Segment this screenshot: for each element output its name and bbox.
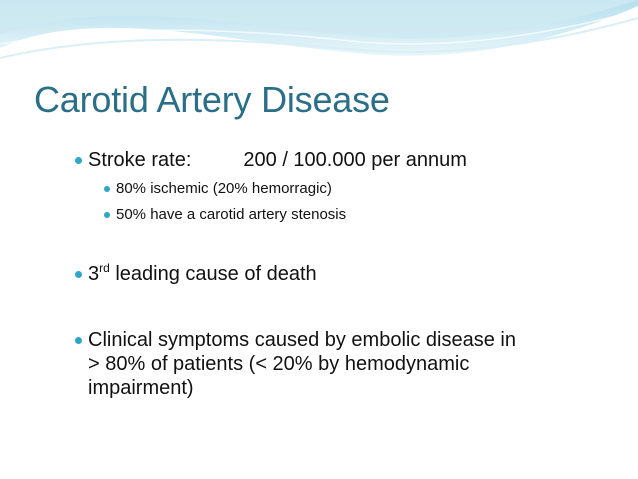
- clinical-line-1: Clinical symptoms caused by embolic disease in: [88, 329, 516, 351]
- bullet-clinical-symptoms: [88, 328, 516, 400]
- stroke-rate-value: 200 / 100.000 per annum: [243, 149, 467, 171]
- bullet-icon: [75, 157, 82, 164]
- bullet-icon: [104, 186, 110, 192]
- bullet-icon: [104, 212, 110, 218]
- bullet-stroke-rate: [88, 148, 467, 172]
- subbullet-stenosis: 50% have a carotid artery stenosis: [116, 206, 346, 224]
- subbullet-ischemic: 80% ischemic (20% hemorragic): [116, 180, 332, 198]
- slide-title: Carotid Artery Disease: [34, 79, 390, 120]
- bullet-icon: [75, 337, 82, 344]
- clinical-line-2: > 80% of patients (< 20% by hemodynamic: [88, 353, 470, 375]
- bullet-icon: [75, 271, 82, 278]
- clinical-line-3: impairment): [88, 377, 194, 399]
- stroke-rate-label: Stroke rate:: [88, 149, 192, 171]
- bullet-leading-cause: 3rd leading cause of death: [88, 262, 317, 286]
